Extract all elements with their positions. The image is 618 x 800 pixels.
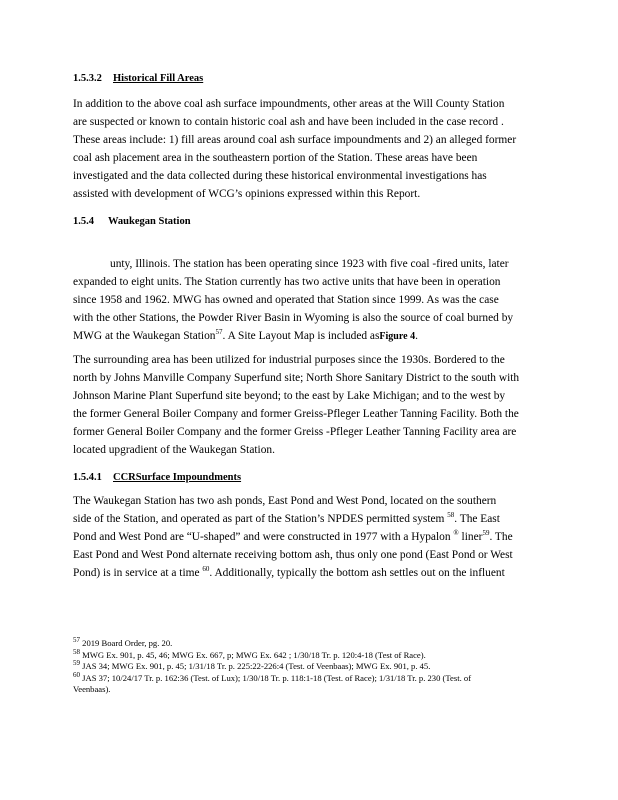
text-line	[73, 564, 548, 582]
text-run: . A Site Layout Map is included as	[222, 330, 380, 343]
figure-reference[interactable]: Figure 4	[379, 331, 416, 343]
footnote-58	[73, 647, 553, 662]
text-line: East Pond and West Pond alternate receiving bottom ash, thus only one pond (East Pond or West	[73, 549, 513, 562]
text-line: are suspected or known to contain historic coal ash and have been included in the case record .	[73, 116, 504, 129]
paragraph-ccr-impoundments	[73, 492, 548, 582]
text-line: coal ash placement area in the southeastern portion of the Station. These areas have been	[73, 152, 478, 165]
footnote-number: 59	[73, 659, 80, 668]
footnote-text: 2019 Board Order, pg. 20.	[80, 638, 173, 648]
text-line: investigated and the data collected during these historical environmental investigations has	[73, 170, 487, 183]
footnotes-section	[73, 638, 553, 696]
registered-mark: ®	[453, 529, 459, 538]
text-line	[73, 528, 548, 546]
footnote-number: 57	[73, 636, 80, 645]
footnote-number: 58	[73, 647, 80, 656]
text-line: located upgradient of the Waukegan Station.	[73, 444, 275, 457]
text-run: . Additionally, typically the bottom ash settles out on the influent	[209, 567, 505, 580]
text-line	[73, 510, 548, 528]
text-run: liner	[458, 531, 483, 544]
text-line: Johnson Marine Plant Superfund site beyond; to the east by Lake Michigan; and to the west by	[73, 390, 506, 403]
footnote-ref-57[interactable]: 57	[215, 328, 223, 337]
footnote-ref-58[interactable]: 58	[447, 511, 455, 520]
section-title: CCRSurface Impoundments	[113, 472, 242, 483]
section-title: Historical Fill Areas	[113, 73, 204, 84]
footnote-text: JAS 34; MWG Ex. 901, p. 45; 1/31/18 Tr. p. 225:22-226:4 (Test. of Veenbaas); MWG Ex. 901, p. 45.	[80, 661, 431, 672]
text-line: with the other Stations, the Powder River Basin in Wyoming is also the source of coal burned by	[73, 312, 514, 325]
text-run: Pond and West Pond are “U-shaped” and were constructed in 1977 with a Hypalon	[73, 531, 454, 544]
footnote-text: MWG Ex. 901, p. 45, 46; MWG Ex. 667, p; MWG Ex. 642 ; 1/30/18 Tr. p. 120:4-18 (Test of Race).	[80, 649, 426, 660]
text-run: . The	[489, 531, 513, 544]
footnote-ref-59[interactable]: 59	[482, 529, 490, 538]
section-heading-historical-fill-areas	[73, 73, 203, 84]
footnote-60-continuation: Veenbaas).	[73, 684, 111, 695]
section-title: Waukegan Station	[108, 216, 191, 227]
section-number: 1.5.3.2	[73, 73, 102, 84]
text-run: . The East	[454, 513, 500, 526]
text-line: north by Johns Manville Company Superfund site; North Shore Sanitary District to the south with	[73, 372, 520, 385]
footnote-text: JAS 37; 10/24/17 Tr. p. 162:36 (Test. of Lux); 1/30/18 Tr. p. 118:1-18 (Test. of Race); 1/31/18 Tr. p. 230 (Test. of	[80, 672, 472, 683]
text-line: assisted with development of WCG’s opinions expressed within this Report.	[73, 188, 421, 201]
text-line: since 1958 and 1962. MWG has owned and operated that Station since 1999. As was the case	[73, 294, 499, 307]
text-line: former General Boiler Company and the former Greiss -Pfleger Leather Tanning Facility area are	[73, 426, 517, 439]
text-run: Pond) is in service at a time	[73, 567, 203, 580]
section-number: 1.5.4	[73, 216, 94, 227]
text-line: In addition to the above coal ash surface impoundments, other areas at the Will County Station	[73, 98, 505, 110]
paragraph-surrounding-area	[73, 351, 548, 460]
section-number: 1.5.4.1	[73, 472, 102, 483]
text-run: side of the Station, and operated as part of the Station’s NPDES permitted system	[73, 513, 448, 526]
footnote-ref-60[interactable]: 60	[202, 565, 210, 574]
text-line: unty, Illinois. The station has been operating since 1923 with five coal -fired units, later	[110, 258, 509, 270]
text-line: the former General Boiler Company and former Greiss-Pfleger Leather Tanning Facility. Both the	[73, 408, 519, 421]
footnote-57	[73, 638, 553, 650]
paragraph-historical-fill	[73, 95, 548, 204]
text-run: MWG at the Waukegan Station	[73, 330, 216, 343]
text-line	[73, 327, 548, 346]
footnote-60	[73, 670, 553, 685]
text-line: expanded to eight units. The Station currently has two active units that have been in operation	[73, 276, 501, 289]
section-heading-waukegan-station	[73, 216, 191, 227]
paragraph-waukegan-station	[73, 255, 548, 346]
footnote-59	[73, 661, 553, 673]
footnote-number: 60	[73, 670, 80, 679]
section-heading-ccr-surface-impoundments	[73, 472, 241, 483]
text-line: The surrounding area has been utilized for industrial purposes since the 1930s. Bordered to the	[73, 354, 505, 366]
text-line: The Waukegan Station has two ash ponds, East Pond and West Pond, located on the southern	[73, 495, 497, 507]
text-run: .	[415, 330, 418, 343]
text-line: These areas include: 1) fill areas around coal ash surface impoundments and 2) an alleged former	[73, 134, 517, 147]
